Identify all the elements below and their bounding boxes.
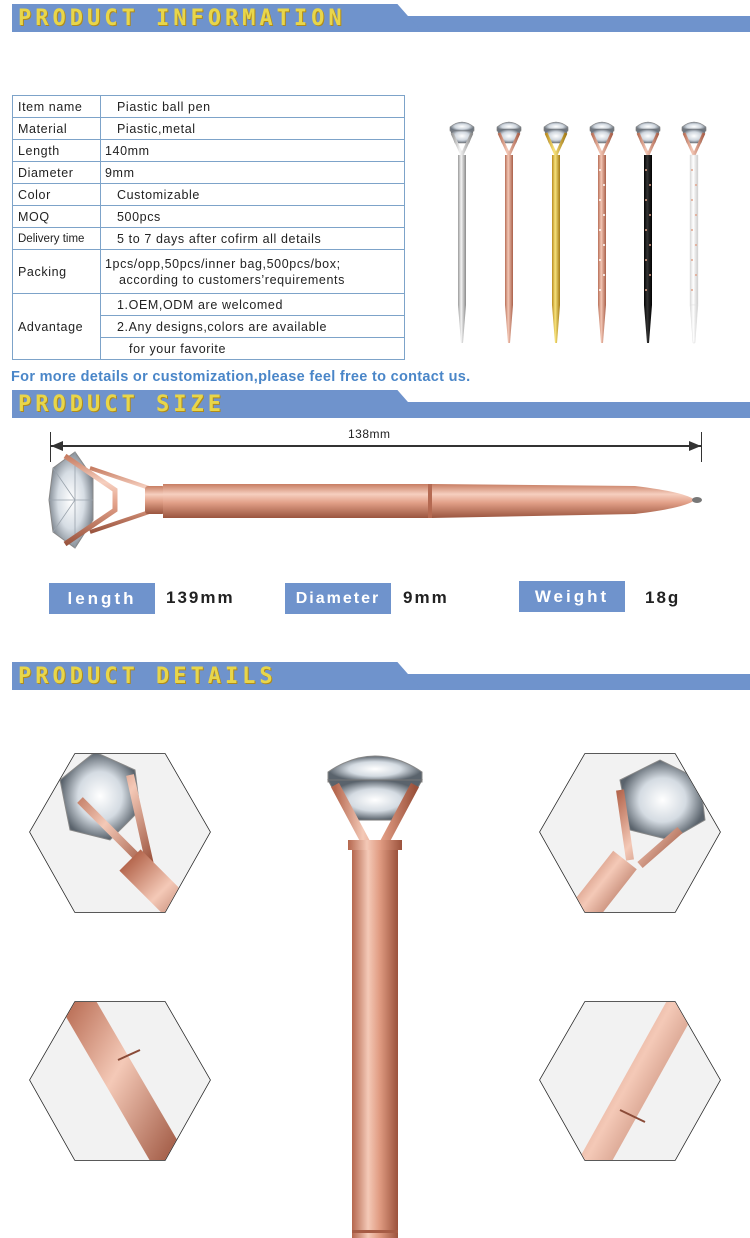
table-row [13,184,405,206]
row-value: 1.OEM,ODM are welcomed [101,294,405,316]
spec-length-label: length [49,583,155,614]
pen-black-dots [636,122,660,343]
row-value: 500pcs [101,206,405,228]
pen-size-image [45,448,705,553]
dimension-label: 138mm [348,427,391,441]
row-value: Customizable [101,184,405,206]
row-label: Diameter [13,162,101,184]
table-row [13,140,405,162]
row-value: Piastic ball pen [101,96,405,118]
pen-white-dots [682,122,706,343]
section-title: PRODUCT DETAILS [18,664,277,689]
product-information-banner [12,4,750,34]
spec-weight-value: 18g [645,588,681,607]
table-row [13,206,405,228]
row-value: 9mm [101,162,405,184]
pen-gold [544,122,568,343]
row-value: Piastic,metal [101,118,405,140]
row-label: Material [13,118,101,140]
row-value [101,250,405,294]
product-details-image [0,690,750,1238]
pen-rose-gold-dots [590,122,614,343]
row-label: Delivery time [13,228,101,250]
pen-rose-gold [497,122,521,343]
section-title: PRODUCT SIZE [18,392,225,417]
dimension-line [50,445,702,447]
row-label: Color [13,184,101,206]
center-pen [328,756,422,1238]
row-value: 2.Any designs,colors are available [101,316,405,338]
table-row [13,228,405,250]
spec-diameter-value: 9mm [403,588,449,607]
row-label: Item name [13,96,101,118]
packing-line: according to customers’requirements [119,272,345,287]
table-row [13,162,405,184]
spec-weight-label: Weight [519,581,625,612]
row-label: Packing [13,250,101,294]
row-value: 140mm [101,140,405,162]
product-details-banner [12,662,750,692]
spec-diameter-label: Diameter [285,583,391,614]
table-row [13,118,405,140]
packing-line: 1pcs/opp,50pcs/inner bag,500pcs/box; [105,256,341,271]
table-row [13,96,405,118]
table-row [13,294,405,316]
spec-length-value: 139mm [166,588,235,607]
pen-silver [450,122,474,343]
section-title: PRODUCT INFORMATION [18,6,346,31]
pen-variants-image [438,115,738,355]
table-row [13,250,405,294]
row-value: 5 to 7 days after cofirm all details [101,228,405,250]
row-label: MOQ [13,206,101,228]
row-value: for your favorite [101,338,405,360]
contact-message: For more details or customization,please feel free to contact us. [11,369,471,385]
row-label: Advantage [13,294,101,360]
row-label: Length [13,140,101,162]
product-info-table [12,95,405,360]
product-size-banner [12,390,750,420]
